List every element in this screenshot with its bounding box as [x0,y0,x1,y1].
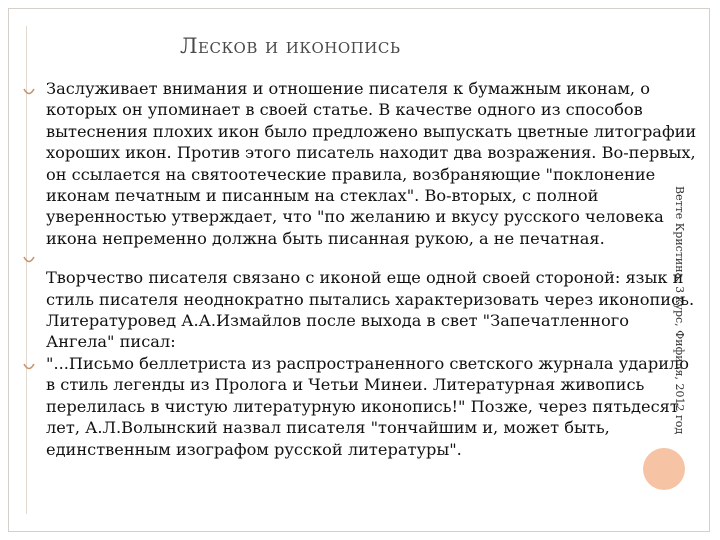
slide-title: Лесков и иконопись [180,34,401,58]
vertical-caption [672,186,686,435]
paragraph: Заслуживает внимания и отношение писателя к бумажным иконам, о которых он упоминает в своей статье. В качестве одного из способов вытеснения плохих икон было предложено выпускать цветные литографии хороших икон. Против этого писатель находит два возражения. Во-первых, он ссылается на святоотеческие правила, возбраняющие "поклонение иконам печатным и писанным на стеклах". Во-вторых, с полной уверенностью утверждает, что "по желанию и вкусу русского человека икона непременно должна быть писанная рукою, а не печатная. [46,79,697,248]
list-item [22,267,698,353]
decorative-circle [643,448,685,490]
list-item [22,78,698,249]
bullet-icon [22,85,36,99]
empty-list-item [22,253,698,267]
paragraph: "...Письмо беллетриста из распространенного светского журнала ударило в стиль легенды из Пролога и Четьи Минеи. Литературная живопись перелилась в чистую литературную иконопись!" Позже, через пятьдесят лет, А.Л.Волынский назвал писателя "тончайшим и, может быть, единственным изографом русской литературы". [46,353,690,459]
slide-content [22,78,698,460]
bullet-icon [22,253,36,267]
bullet-icon [22,360,36,374]
side-note-text: Ветте Кристина, 3 курс, Фифиля, 2012 год [673,186,686,435]
list-item [22,353,698,460]
paragraph: Творчество писателя связано с иконой еще одной своей стороной: язык и стиль писателя неоднократно пытались характеризовать через иконопись. Литературовед А.А.Измайлов после выхода в свет "Запечатленного Ангела" писал: [46,268,695,352]
